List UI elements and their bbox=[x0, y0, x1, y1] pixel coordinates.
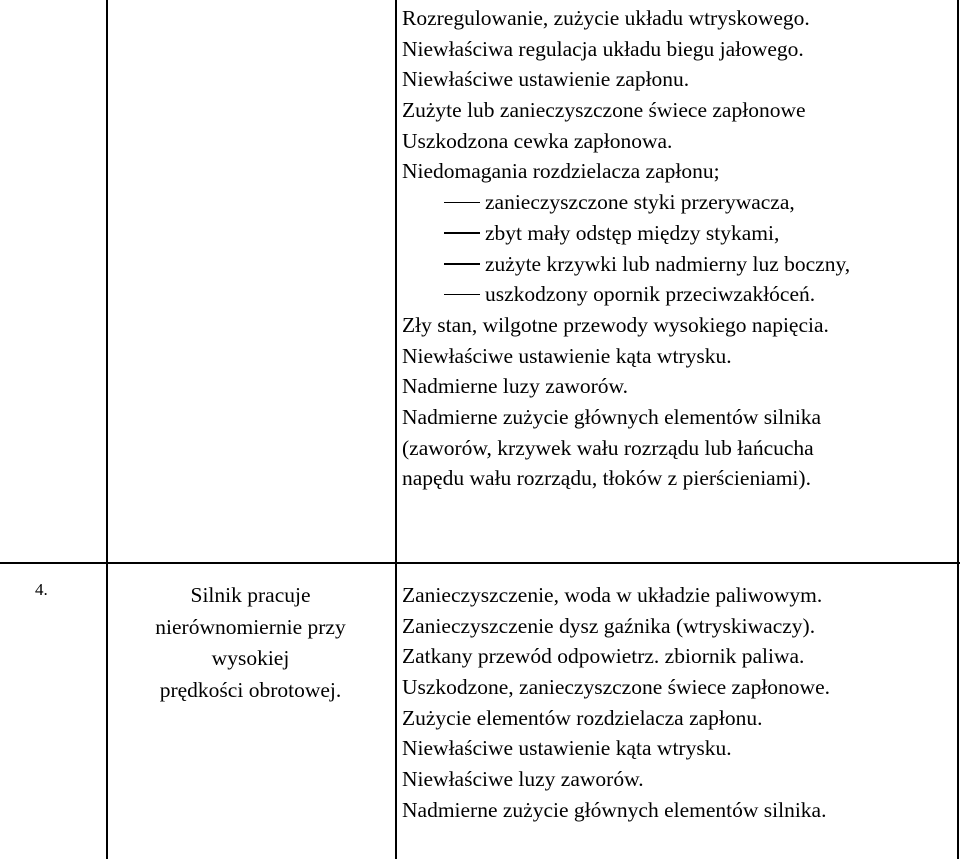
cause-line: Zatkany przewód odpowietrz. zbiornik paliwa. bbox=[402, 644, 805, 669]
symptom-line: wysokiej bbox=[211, 646, 290, 670]
sub-cause-text: zanieczyszczone styki przerywacza, bbox=[485, 190, 795, 215]
cause-line: Niewłaściwe ustawienie zapłonu. bbox=[402, 67, 690, 92]
cause-line: napędu wału rozrządu, tłoków z pierścieniami). bbox=[402, 466, 811, 491]
row-divider bbox=[0, 562, 960, 564]
cause-line: Nadmierne zużycie głównych elementów silnika bbox=[402, 404, 822, 429]
dash-bullet bbox=[444, 294, 480, 296]
sub-cause-line bbox=[402, 279, 957, 310]
sub-cause-text: uszkodzony opornik przeciwzakłóceń. bbox=[485, 282, 816, 307]
cause-line: Uszkodzone, zanieczyszczone świece zapłonowe. bbox=[402, 675, 830, 700]
table-right-border bbox=[957, 0, 959, 859]
column-divider-2 bbox=[395, 0, 397, 859]
dash-bullet bbox=[444, 202, 480, 204]
cause-line: Zły stan, wilgotne przewody wysokiego napięcia. bbox=[402, 312, 829, 337]
dash-bullet bbox=[444, 263, 480, 265]
cause-line: Niedomagania rozdzielacza zapłonu; bbox=[402, 159, 720, 184]
sub-cause-line bbox=[402, 218, 957, 249]
upper-row-causes bbox=[402, 3, 957, 494]
cause-line: Niewłaściwa regulacja układu biegu jałowego. bbox=[402, 36, 804, 61]
cause-line: Nadmierne zużycie głównych elementów silnika. bbox=[402, 797, 827, 822]
cause-line: Zużyte lub zanieczyszczone świece zapłonowe bbox=[402, 98, 806, 123]
column-divider-1 bbox=[106, 0, 108, 859]
symptom-description bbox=[108, 580, 393, 706]
cause-line: Zanieczyszczenie, woda w układzie paliwowym. bbox=[402, 583, 823, 607]
symptom-line: nierównomiernie przy bbox=[155, 614, 346, 639]
sub-cause-line bbox=[402, 249, 957, 280]
cause-line: Niewłaściwe luzy zaworów. bbox=[402, 767, 644, 792]
cause-line: Niewłaściwe ustawienie kąta wtrysku. bbox=[402, 343, 732, 368]
sub-cause-text: zbyt mały odstęp między stykami, bbox=[485, 220, 780, 245]
row-4-causes bbox=[402, 580, 957, 826]
cause-line: Uszkodzona cewka zapłonowa. bbox=[402, 128, 673, 153]
symptom-line: Silnik pracuje bbox=[190, 583, 311, 607]
sub-cause-text: zużyte krzywki lub nadmierny luz boczny, bbox=[485, 251, 851, 276]
cause-line: Zużycie elementów rozdzielacza zapłonu. bbox=[402, 705, 763, 730]
cause-line: Niewłaściwe ustawienie kąta wtrysku. bbox=[402, 736, 732, 761]
cause-line: Nadmierne luzy zaworów. bbox=[402, 374, 629, 399]
row-number: 4. bbox=[35, 580, 48, 599]
cause-line: (zaworów, krzywek wału rozrządu lub łańcucha bbox=[402, 435, 814, 460]
sub-cause-line bbox=[402, 187, 957, 218]
dash-bullet bbox=[444, 232, 480, 234]
symptom-line: prędkości obrotowej. bbox=[159, 677, 342, 702]
cause-line: Rozregulowanie, zużycie układu wtryskowego. bbox=[402, 6, 810, 30]
cause-line: Zanieczyszczenie dysz gaźnika (wtryskiwaczy). bbox=[402, 613, 816, 638]
